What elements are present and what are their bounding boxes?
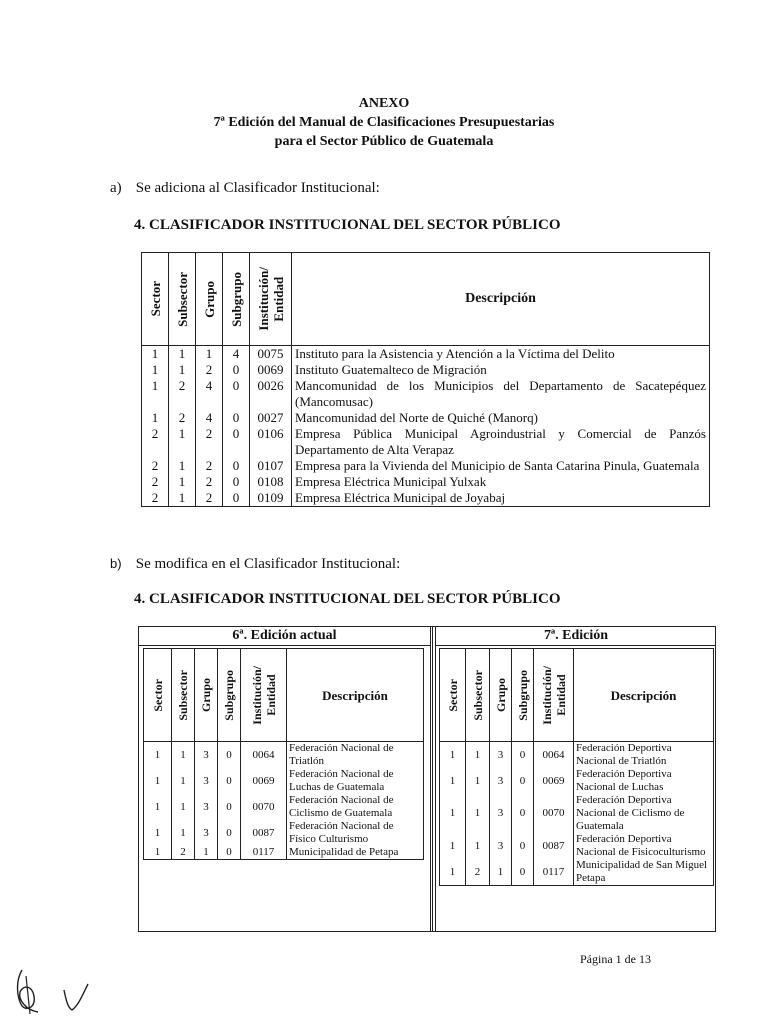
cell-code: 0064 <box>241 742 287 769</box>
cell-subgrupo: 0 <box>512 742 534 769</box>
cell-subsector: 1 <box>466 794 490 833</box>
table-row <box>144 820 424 846</box>
cell-desc: Federación Nacional de Ciclismo de Guatemala <box>287 794 424 820</box>
cell-subsector: 1 <box>172 794 195 820</box>
cell-grupo: 1 <box>196 346 223 363</box>
cell-subsector: 2 <box>169 410 196 426</box>
cell-subsector: 1 <box>172 742 195 769</box>
col-subsector: Subsector <box>169 253 196 346</box>
cell-desc: Empresa Eléctrica Municipal de Joyabaj <box>292 490 710 507</box>
cell-grupo: 1 <box>195 846 218 860</box>
cell-sector: 1 <box>440 794 466 833</box>
cell-desc: Empresa Pública Municipal Agroindustrial y Comercial de Panzós Departamento de Alta Verapaz <box>292 426 710 458</box>
cell-subgrupo: 0 <box>218 794 241 820</box>
item-b <box>110 556 400 573</box>
cell-subgrupo: 0 <box>223 410 250 426</box>
cell-sector: 1 <box>440 859 466 886</box>
col-institucion: Institución/ Entidad <box>241 649 287 742</box>
col-subsector: Subsector <box>466 649 490 742</box>
table-row <box>440 794 714 833</box>
cell-sector: 1 <box>144 742 172 769</box>
table-row <box>142 474 710 490</box>
table-b-left-grid <box>143 648 424 860</box>
cell-subsector: 1 <box>169 362 196 378</box>
cell-subgrupo: 0 <box>218 768 241 794</box>
cell-subsector: 1 <box>172 820 195 846</box>
table-row <box>440 768 714 794</box>
cell-sector: 2 <box>142 490 169 507</box>
table-b <box>138 626 716 932</box>
header-line-2: 7ª Edición del Manual de Clasificaciones Presupuestarias <box>213 115 555 130</box>
table-row <box>440 833 714 859</box>
cell-desc: Federación Deportiva Nacional de Triatlón <box>574 742 714 769</box>
table-row <box>144 742 424 769</box>
cell-code: 0087 <box>534 833 574 859</box>
cell-desc: Federación Deportiva Nacional de Luchas <box>574 768 714 794</box>
cell-subsector: 1 <box>169 458 196 474</box>
cell-desc: Federación Nacional de Físico Culturismo <box>287 820 424 846</box>
document-header <box>0 94 768 151</box>
cell-desc: Municipalidad de Petapa <box>287 846 424 860</box>
table-row <box>142 362 710 378</box>
table-row <box>142 346 710 363</box>
item-a-text: Se adiciona al Clasificador Institucional: <box>135 180 380 196</box>
cell-subgrupo: 0 <box>512 833 534 859</box>
col-grupo: Grupo <box>196 253 223 346</box>
cell-code: 0070 <box>241 794 287 820</box>
cell-desc: Instituto Guatemalteco de Migración <box>292 362 710 378</box>
cell-code: 0026 <box>250 378 292 410</box>
col-subsector: Subsector <box>172 649 195 742</box>
table-row <box>142 378 710 410</box>
cell-subgrupo: 0 <box>223 378 250 410</box>
col-descripcion: Descripción <box>292 253 710 346</box>
cell-subgrupo: 0 <box>512 768 534 794</box>
table-a <box>141 252 710 507</box>
col-subgrupo: Subgrupo <box>218 649 241 742</box>
table-row <box>440 742 714 769</box>
cell-grupo: 4 <box>196 410 223 426</box>
cell-grupo: 3 <box>490 794 512 833</box>
cell-subgrupo: 0 <box>218 846 241 860</box>
cell-desc: Federación Deportiva Nacional de Ciclismo de Guatemala <box>574 794 714 833</box>
cell-code: 0106 <box>250 426 292 458</box>
cell-subsector: 1 <box>169 474 196 490</box>
col-descripcion: Descripción <box>574 649 714 742</box>
cell-code: 0087 <box>241 820 287 846</box>
cell-grupo: 3 <box>195 768 218 794</box>
cell-subgrupo: 0 <box>512 794 534 833</box>
header-line-3: para el Sector Público de Guatemala <box>274 134 494 149</box>
cell-subsector: 2 <box>172 846 195 860</box>
handwritten-initials <box>8 966 108 1016</box>
cell-subsector: 1 <box>466 742 490 769</box>
cell-sector: 1 <box>440 833 466 859</box>
col-institucion: Institución/ Entidad <box>250 253 292 346</box>
item-b-label: b) <box>110 556 122 571</box>
cell-subsector: 1 <box>172 768 195 794</box>
cell-subsector: 2 <box>466 859 490 886</box>
cell-sector: 2 <box>142 458 169 474</box>
cell-sector: 1 <box>142 378 169 410</box>
cell-code: 0075 <box>250 346 292 363</box>
cell-sector: 2 <box>142 474 169 490</box>
cell-desc: Mancomunidad del Norte de Quiché (Manorq) <box>292 410 710 426</box>
page-number: Página 1 de 13 <box>580 952 651 966</box>
cell-subgrupo: 4 <box>223 346 250 363</box>
col-descripcion: Descripción <box>287 649 424 742</box>
table-b-right <box>435 627 716 931</box>
cell-code: 0070 <box>534 794 574 833</box>
section-b-title: 4. CLASIFICADOR INSTITUCIONAL DEL SECTOR PÚBLICO <box>134 591 561 607</box>
cell-code: 0069 <box>534 768 574 794</box>
cell-desc: Empresa Eléctrica Municipal Yulxak <box>292 474 710 490</box>
cell-subgrupo: 0 <box>223 490 250 507</box>
cell-subsector: 1 <box>466 768 490 794</box>
cell-grupo: 3 <box>490 768 512 794</box>
cell-grupo: 3 <box>195 820 218 846</box>
cell-subgrupo: 0 <box>223 474 250 490</box>
cell-sector: 1 <box>144 794 172 820</box>
item-b-text: Se modifica en el Clasificador Institucional: <box>135 556 401 572</box>
cell-subsector: 1 <box>466 833 490 859</box>
cell-subgrupo: 0 <box>223 458 250 474</box>
cell-desc: Federación Deportiva Nacional de Fisicoculturismo <box>574 833 714 859</box>
cell-subsector: 1 <box>169 490 196 507</box>
cell-desc: Mancomunidad de los Municipios del Departamento de Sacatepéquez (Mancomusac) <box>292 378 710 410</box>
col-institucion: Institución/ Entidad <box>534 649 574 742</box>
cell-subgrupo: 0 <box>218 820 241 846</box>
cell-subgrupo: 0 <box>218 742 241 769</box>
table-row <box>142 490 710 507</box>
cell-code: 0117 <box>534 859 574 886</box>
cell-sector: 1 <box>440 742 466 769</box>
col-sector: Sector <box>142 253 169 346</box>
cell-grupo: 2 <box>196 490 223 507</box>
table-row <box>144 846 424 860</box>
cell-desc: Empresa para la Vivienda del Municipio de Santa Catarina Pinula, Guatemala <box>292 458 710 474</box>
cell-grupo: 2 <box>196 426 223 458</box>
cell-sector: 2 <box>142 426 169 458</box>
cell-sector: 1 <box>144 846 172 860</box>
cell-code: 0069 <box>241 768 287 794</box>
table-b-right-grid <box>439 648 714 886</box>
table-row <box>144 794 424 820</box>
left-edition-title: 6ª. Edición actual <box>139 627 430 646</box>
cell-grupo: 1 <box>490 859 512 886</box>
cell-grupo: 2 <box>196 362 223 378</box>
cell-grupo: 4 <box>196 378 223 410</box>
cell-code: 0117 <box>241 846 287 860</box>
cell-code: 0069 <box>250 362 292 378</box>
cell-subgrupo: 0 <box>223 426 250 458</box>
table-b-left <box>139 627 433 931</box>
cell-sector: 1 <box>142 346 169 363</box>
col-subgrupo: Subgrupo <box>223 253 250 346</box>
cell-desc: Instituto para la Asistencia y Atención a la Víctima del Delito <box>292 346 710 363</box>
cell-sector: 1 <box>144 768 172 794</box>
table-row <box>142 426 710 458</box>
cell-code: 0107 <box>250 458 292 474</box>
cell-subgrupo: 0 <box>512 859 534 886</box>
item-a <box>110 180 380 197</box>
cell-code: 0027 <box>250 410 292 426</box>
right-edition-title: 7ª. Edición <box>436 627 716 646</box>
cell-sector: 1 <box>440 768 466 794</box>
col-grupo: Grupo <box>490 649 512 742</box>
table-row <box>144 768 424 794</box>
table-row <box>142 458 710 474</box>
header-line-1: ANEXO <box>358 96 410 111</box>
cell-sector: 1 <box>142 362 169 378</box>
cell-grupo: 2 <box>196 458 223 474</box>
cell-grupo: 3 <box>490 742 512 769</box>
section-a-title: 4. CLASIFICADOR INSTITUCIONAL DEL SECTOR PÚBLICO <box>134 217 561 233</box>
cell-subsector: 1 <box>169 426 196 458</box>
cell-sector: 1 <box>144 820 172 846</box>
table-row <box>440 859 714 886</box>
table-row <box>142 410 710 426</box>
col-sector: Sector <box>440 649 466 742</box>
cell-desc: Federación Nacional de Triatlón <box>287 742 424 769</box>
col-sector: Sector <box>144 649 172 742</box>
cell-code: 0064 <box>534 742 574 769</box>
cell-subsector: 2 <box>169 378 196 410</box>
cell-desc: Municipalidad de San Miguel Petapa <box>574 859 714 886</box>
cell-grupo: 3 <box>490 833 512 859</box>
cell-desc: Federación Nacional de Luchas de Guatemala <box>287 768 424 794</box>
cell-grupo: 2 <box>196 474 223 490</box>
cell-subgrupo: 0 <box>223 362 250 378</box>
cell-subsector: 1 <box>169 346 196 363</box>
col-subgrupo: Subgrupo <box>512 649 534 742</box>
col-grupo: Grupo <box>195 649 218 742</box>
cell-code: 0108 <box>250 474 292 490</box>
cell-grupo: 3 <box>195 794 218 820</box>
cell-grupo: 3 <box>195 742 218 769</box>
cell-sector: 1 <box>142 410 169 426</box>
item-a-label: a) <box>110 180 122 196</box>
cell-code: 0109 <box>250 490 292 507</box>
